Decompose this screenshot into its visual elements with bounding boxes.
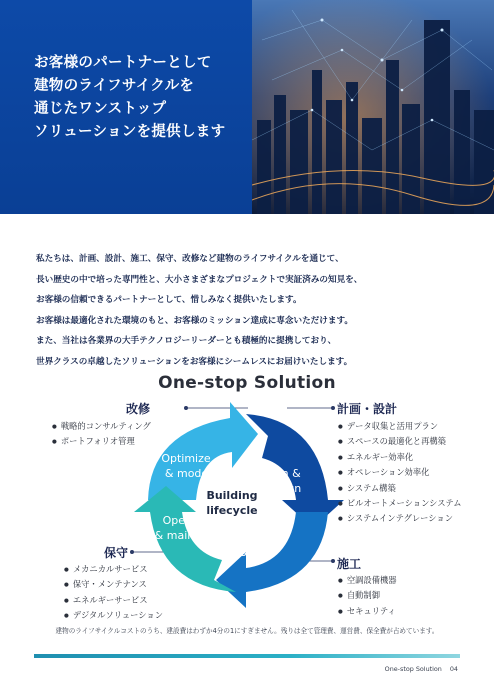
list-item: ● デジタルソリューション [64, 609, 163, 624]
phase-hoshu: 保守 [104, 546, 129, 560]
phase-seko-list [338, 574, 397, 620]
intro-line: また、当社は各業界の大手テクノロジーリーダーとも積極的に提携しており、 [36, 336, 337, 346]
list-item: ● エネルギーサービス [64, 594, 163, 609]
list-item: ● システム構築 [338, 482, 462, 497]
diagram-title: One-stop Solution [158, 373, 336, 393]
list-item: ● オペレーション効率化 [338, 466, 462, 481]
list-item: ● 空調設備機器 [338, 574, 397, 589]
segment-plan-label-2: design [264, 482, 302, 495]
footnote: 建物のライフサイクルコストのうち、建設費はわずか4分の1にすぎません。残りは全て管理費、運営費、保全費が占めています。 [55, 627, 439, 635]
phase-keikaku: 計画・設計 [337, 402, 398, 416]
intro-line: 長い歴史の中で培った専門性と、大小さまざまなプロジェクトで実証済みの知見を、 [36, 274, 363, 285]
phase-keikaku-list [338, 420, 462, 528]
phase-seko: 施工 [337, 557, 362, 571]
list-item: ● スペースの最適化と再構築 [338, 435, 462, 450]
center-label-2: lifecycle [206, 504, 258, 517]
page-number: 04 [449, 665, 458, 673]
footer-label: One-stop Solution [384, 665, 442, 673]
intro-line: 世界クラスの卓越したソリューションをお客様にシームレスにお届けいたします。 [36, 356, 353, 367]
bottom-rule [34, 654, 460, 658]
segment-plan-label-1: Plan & [265, 467, 301, 480]
list-item: ● データ収集と活用プラン [338, 420, 462, 435]
list-item: ● エネルギー効率化 [338, 451, 462, 466]
center-label-1: Building [206, 489, 258, 502]
phase-hoshu-list [64, 563, 163, 625]
connector-dot [184, 406, 187, 409]
intro-line: お客様の信頼できるパートナーとして、惜しみなく提供いたします。 [36, 295, 302, 305]
segment-optimize-label-1: Optimize [161, 452, 211, 465]
segment-optimize-label-2: & modernize [164, 467, 236, 480]
intro-line: 私たちは、計画、設計、施工、保守、改修など建物のライフサイクルを通じて、 [36, 254, 344, 264]
segment-operate-label-1: Operate [162, 514, 208, 527]
list-item: ● メカニカルサービス [64, 563, 163, 578]
page-footer [385, 665, 458, 673]
list-item: ● 保守・メンテナンス [64, 578, 163, 593]
connector-dot [331, 406, 334, 409]
intro-line: お客様は最適化された環境のもと、お客様のミッション達成に専念いただけます。 [36, 315, 353, 326]
phase-kaishu: 改修 [126, 402, 151, 416]
segment-operate-label-2: & maintain [154, 529, 216, 542]
phase-kaishu-list [52, 420, 151, 451]
connector-dot [331, 559, 334, 562]
connector-dot [130, 550, 133, 553]
list-item: ● ビルオートメーションシステム [338, 497, 462, 512]
hero-title-line: お客様のパートナーとして [34, 55, 212, 71]
list-item: ● システムインテグレーション [338, 512, 462, 527]
hero-title-line: 建物のライフサイクルを [34, 78, 195, 94]
segment-build-label: Build [239, 546, 267, 559]
list-item: ● ポートフォリオ管理 [52, 435, 151, 450]
list-item: ● 自動制御 [338, 589, 397, 604]
list-item: ● セキュリティ [338, 605, 397, 620]
hero-title-line: ソリューションを提供します [34, 124, 226, 140]
list-item: ● 戦略的コンサルティング [52, 420, 151, 435]
hero-title-line: 通じたワンストップ [34, 101, 167, 117]
